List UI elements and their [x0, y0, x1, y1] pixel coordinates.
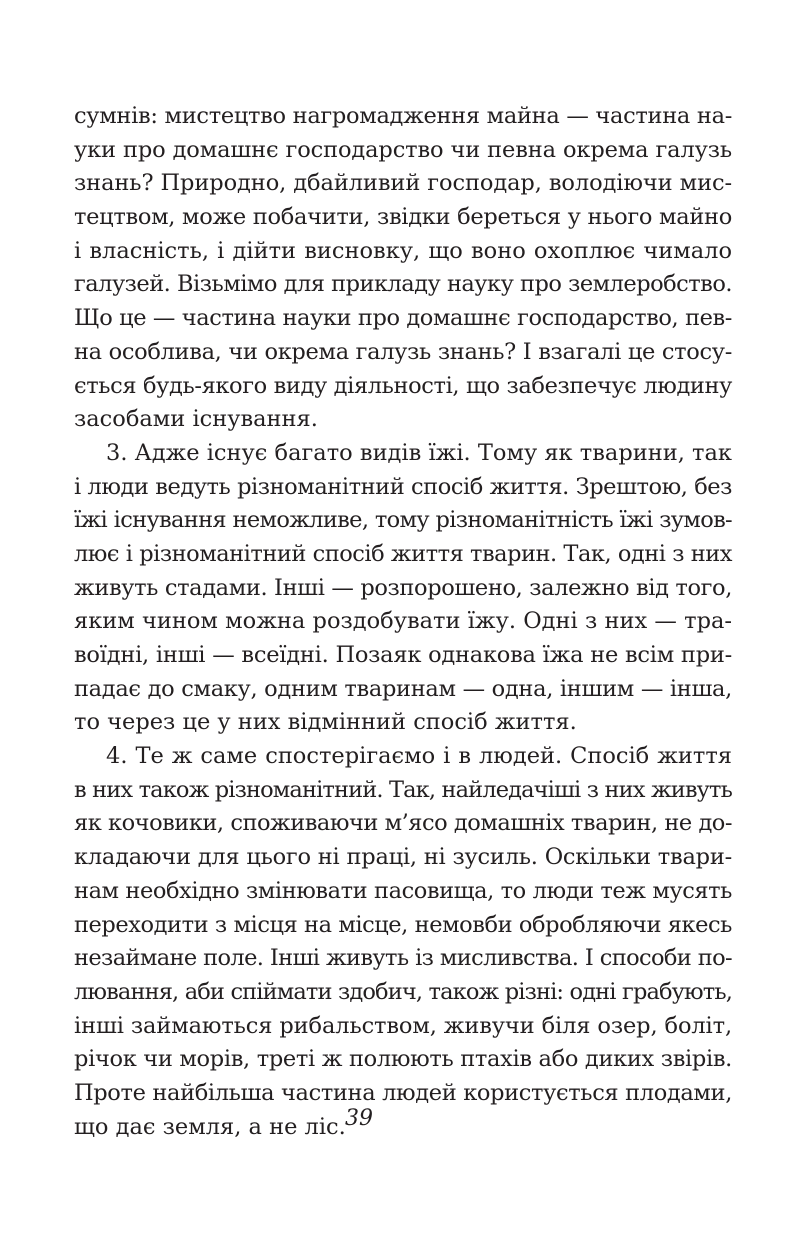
text-line: Проте найбільша частина людей користується плодами, [74, 1079, 732, 1106]
text-line: живуть стадами. Інші — розпорошено, залежно від того, [74, 574, 732, 601]
text-line: лювання, аби спіймати здобич, також різні: одні грабують, [74, 978, 732, 1005]
text-line: сумнів: мистецтво нагромадження майна — частина на- [74, 103, 732, 129]
text-line: на особлива, чи окрема галузь знань? І взагалі це стосу- [74, 338, 732, 365]
text-line: як кочовики, споживаючи м’ясо домашніх тварин, не до- [74, 810, 732, 837]
page-number: 39 [345, 1106, 373, 1131]
text-line: незаймане поле. Інші живуть із мисливства. І способи по- [74, 945, 732, 972]
paragraph [74, 100, 732, 437]
text-line: 3. Адже існує багато видів їжі. Тому як тварини, так [106, 439, 732, 466]
text-line: кладаючи для цього ні праці, ні зусиль. Оскільки твари- [74, 844, 732, 871]
text-line: уки про домашнє господарство чи певна окрема галузь [74, 136, 732, 163]
body-text [74, 100, 732, 1144]
text-line: падає до смаку, одним тваринам — одна, іншим — інша, [74, 675, 732, 702]
text-line: переходити з місця на місце, немовби обробляючи якесь [74, 911, 732, 938]
text-line: 4. Те ж саме спостерігаємо і в людей. Спосіб життя [106, 743, 732, 770]
paragraph [74, 740, 732, 1144]
text-line: їжі існування неможливе, тому різноманітність їжі зумов- [74, 507, 732, 534]
text-line: річок чи морів, треті ж полюють птахів або диких звірів. [74, 1046, 732, 1073]
text-line: в них також різноманітний. Так, найледачіші з них живуть [74, 776, 732, 803]
text-line: галузей. Візьмімо для прикладу науку про землеробство. [74, 271, 732, 298]
text-line: нам необхідно змінювати пасовища, то люди теж мусять [74, 877, 732, 904]
text-line: інші займаються рибальством, живучи біля озер, боліт, [74, 1012, 732, 1039]
text-line: і власність, і дійти висновку, що воно охоплює чимало [74, 237, 732, 264]
text-line: засобами існування. [74, 406, 318, 433]
text-line: і люди ведуть різноманітний спосіб життя. Зрештою, без [74, 473, 732, 500]
text-line: що дає земля, а не ліс. [74, 1113, 346, 1140]
text-line: тецтвом, може побачити, звідки береться у нього майно [74, 204, 732, 231]
text-line: знань? Природно, дбайливий господар, володіючи мис- [74, 170, 732, 197]
text-line: ється будь-якого виду діяльності, що забезпечує людину [74, 372, 732, 399]
paragraph [74, 437, 732, 740]
text-line: Що це — частина науки про домашнє господарство, пев- [74, 305, 732, 332]
text-line: лює і різноманітний спосіб життя тварин. Так, одні з них [74, 540, 732, 567]
text-line: то через це у них відмінний спосіб життя. [74, 709, 577, 736]
text-line: воїдні, інші — всеїдні. Позаяк однакова їжа не всім при- [74, 642, 732, 668]
text-line: яким чином можна роздобувати їжу. Одні з них — тра- [74, 608, 732, 635]
